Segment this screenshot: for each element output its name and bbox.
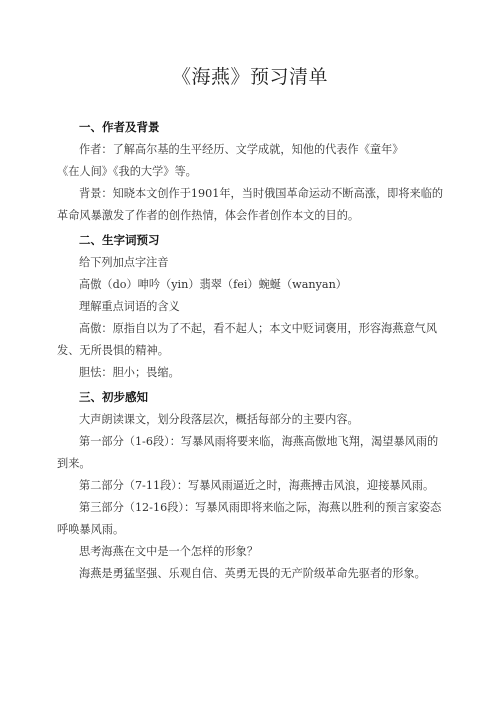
paragraph-line: 发、无所畏惧的精神。 [57, 344, 169, 357]
paragraph-line: 理解重点词语的含义 [79, 300, 180, 313]
paragraph-line: 胆怯：胆小；畏缩。 [79, 366, 180, 379]
paragraph-line: 呼唤暴风雨。 [57, 523, 125, 536]
paragraph-line: 给下列加点字注音 [79, 256, 169, 269]
paragraph-line: 第三部分（12-16段）：写暴风雨即将来临之际，海燕以胜利的预言家姿态 [79, 501, 442, 514]
paragraph-line: 高傲（do）呻吟（yin）翡翠（fei）蜿蜒（wanyan） [79, 278, 347, 291]
paragraph-line: 革命风暴激发了作者的创作热情，体会作者创作本文的目的。 [57, 209, 360, 222]
paragraph-line: 大声朗读课文，划分段落层次，概括每部分的主要内容。 [79, 413, 359, 426]
paragraph-line: 第二部分（7-11段）：写暴风雨逼近之时，海燕搏击风浪，迎接暴风雨。 [79, 479, 435, 492]
section-heading-author-background: 一、作者及背景 [79, 120, 160, 134]
paragraph-line: 《在人间》《我的大学》等。 [57, 165, 197, 178]
paragraph-line: 高傲：原指自以为了不起，看不起人；本文中贬词褒用，形容海燕意气风 [79, 322, 438, 335]
document-body [57, 120, 444, 581]
paragraph-line: 第一部分（1-6段）：写暴风雨将要来临，海燕高傲地飞翔，渴望暴风雨的 [79, 435, 439, 448]
section-heading-vocabulary: 二、生字词预习 [79, 233, 160, 247]
paragraph-line: 思考海燕在文中是一个怎样的形象？ [79, 545, 259, 558]
section-heading-initial-perception: 三、初步感知 [79, 390, 148, 404]
paragraph-line: 到来。 [57, 457, 91, 470]
paragraph-line: 作者：了解高尔基的生平经历、文学成就，知他的代表作《童年》 [79, 143, 404, 156]
paragraph-line: 背景：知晓本文创作于1901年，当时俄国革命运动不断高涨，即将来临的 [79, 187, 444, 200]
document-title: 《海燕》预习清单 [171, 66, 328, 88]
paragraph-line: 海燕是勇猛坚强、乐观自信、英勇无畏的无产阶级革命先驱者的形象。 [79, 567, 426, 580]
